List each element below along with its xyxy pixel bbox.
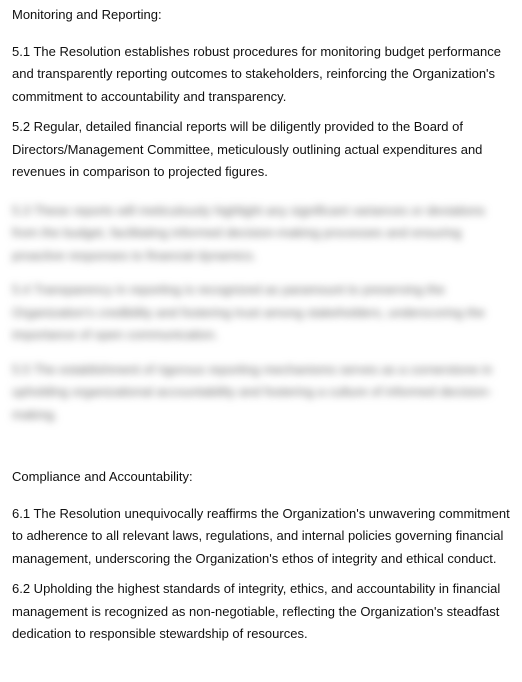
blurred-content xyxy=(12,200,512,427)
paragraph-5-4-blurred: 5.4 Transparency in reporting is recognized as paramount to preserving the Organization's credibility and fostering trust among stakeholders, underscoring the importance of open communication. xyxy=(12,282,485,342)
paragraph-5-2: 5.2 Regular, detailed financial reports will be diligently provided to the Board of Directors/Management Committee, meticulously outlining actual expenditures and revenues in comparison to projected figures. xyxy=(12,119,483,179)
section-heading-compliance: Compliance and Accountability: xyxy=(12,469,193,484)
section-heading-monitoring: Monitoring and Reporting: xyxy=(12,7,162,22)
section-divider-space xyxy=(12,438,512,466)
paragraph-5-5-blurred: 5.5 The establishment of rigorous reporting mechanisms serves as a cornerstone in upholding organizational accountability and fostering a culture of informed decision-making. xyxy=(12,361,493,422)
paragraph-6-1: 6.1 The Resolution unequivocally reaffirms the Organization's unwavering commitment to adherence to all relevant laws, regulations, and internal policies governing financial management, underscoring the Organization's ethos of integrity and ethical conduct. xyxy=(12,505,510,566)
document-body xyxy=(12,4,512,654)
paragraph-5-3-blurred: 5.3 These reports will meticulously highlight any significant variances or deviations from the budget, facilitating informed decision-making processes and ensuring proactive responses to financial dynamics. xyxy=(12,202,486,263)
paragraph-6-2: 6.2 Upholding the highest standards of integrity, ethics, and accountability in financial management is recognized as non-negotiable, reflecting the Organization's steadfast dedication to responsible stewardship of resources. xyxy=(12,581,501,641)
paragraph-5-1: 5.1 The Resolution establishes robust procedures for monitoring budget performance and transparently reporting outcomes to stakeholders, reinforcing the Organization's commitment to accountability and transparency. xyxy=(12,43,501,104)
